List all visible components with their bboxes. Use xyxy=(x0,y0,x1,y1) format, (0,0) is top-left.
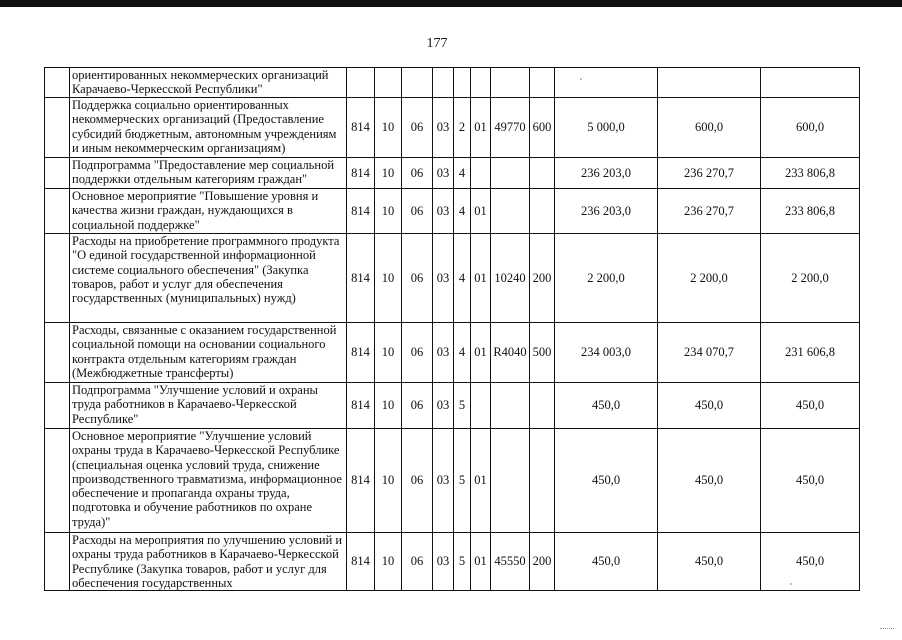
name-cell: Основное мероприятие "Улучшение условий охраны труда в Карачаево-Черкесской Республике (специальная оценка условий труда, снижение производственного травматизма, информационное обеспечение и пропаганда охраны труда, подготовка и обучение работников по охране труда)" xyxy=(70,429,347,533)
amount-year1-cell: 2 200,0 xyxy=(555,234,658,323)
table-row xyxy=(45,158,860,189)
program-code-cell: 03 xyxy=(433,323,454,383)
amount-year2-cell: 600,0 xyxy=(658,98,761,158)
ministry-code-cell: 814 xyxy=(347,533,375,591)
ministry-code-cell: 814 xyxy=(347,234,375,323)
subsection-code-cell: 06 xyxy=(402,533,433,591)
direction-code-cell: R4040 xyxy=(491,323,530,383)
program-code-cell: 03 xyxy=(433,429,454,533)
name-cell: Расходы на приобретение программного продукта "О единой государственной информационной системе социального обеспечения" (Закупка товаров, работ и услуг для обеспечения государственных (муниципальных) нужд) xyxy=(70,234,347,323)
event-code-cell: 01 xyxy=(471,429,491,533)
event-code-cell xyxy=(471,68,491,98)
subprogram-code-cell: 5 xyxy=(454,383,471,429)
section-code-cell: 10 xyxy=(375,158,402,189)
amount-year3-cell xyxy=(761,68,860,98)
subsection-code-cell: 06 xyxy=(402,189,433,234)
subprogram-code-cell: 4 xyxy=(454,323,471,383)
amount-year2-cell: 450,0 xyxy=(658,383,761,429)
amount-year3-cell: 231 606,8 xyxy=(761,323,860,383)
ministry-code-cell: 814 xyxy=(347,189,375,234)
amount-year2-cell: 236 270,7 xyxy=(658,189,761,234)
subsection-code-cell: 06 xyxy=(402,158,433,189)
row-index-cell xyxy=(45,533,70,591)
program-code-cell: 03 xyxy=(433,189,454,234)
amount-year2-cell: 450,0 xyxy=(658,533,761,591)
subsection-code-cell: 06 xyxy=(402,429,433,533)
table-row xyxy=(45,429,860,533)
name-cell: Подпрограмма "Улучшение условий и охраны труда работников в Карачаево-Черкесской Республике" xyxy=(70,383,347,429)
row-index-cell xyxy=(45,323,70,383)
amount-year3-cell: 450,0 xyxy=(761,533,860,591)
program-code-cell: 03 xyxy=(433,158,454,189)
amount-year1-cell xyxy=(555,68,658,98)
amount-year2-cell: 234 070,7 xyxy=(658,323,761,383)
program-code-cell: 03 xyxy=(433,98,454,158)
page-number: 177 xyxy=(426,36,448,51)
table-row xyxy=(45,189,860,234)
amount-year3-cell: 2 200,0 xyxy=(761,234,860,323)
ministry-code-cell: 814 xyxy=(347,383,375,429)
event-code-cell: 01 xyxy=(471,533,491,591)
subsection-code-cell: 06 xyxy=(402,383,433,429)
amount-year3-cell: 233 806,8 xyxy=(761,158,860,189)
expense-type-cell: 200 xyxy=(530,234,555,323)
name-cell: Поддержка социально ориентированных некоммерческих организаций (Предоставление субсидий бюджетным, автономным учреждениям и иным некоммерческим организациям) xyxy=(70,98,347,158)
subsection-code-cell: 06 xyxy=(402,234,433,323)
program-code-cell xyxy=(433,68,454,98)
subprogram-code-cell: 5 xyxy=(454,429,471,533)
direction-code-cell: 10240 xyxy=(491,234,530,323)
section-code-cell: 10 xyxy=(375,323,402,383)
section-code-cell: 10 xyxy=(375,98,402,158)
amount-year3-cell: 450,0 xyxy=(761,429,860,533)
direction-code-cell xyxy=(491,158,530,189)
expense-type-cell xyxy=(530,68,555,98)
expense-type-cell: 600 xyxy=(530,98,555,158)
table-row xyxy=(45,68,860,98)
amount-year1-cell: 5 000,0 xyxy=(555,98,658,158)
section-code-cell: 10 xyxy=(375,383,402,429)
subprogram-code-cell: 5 xyxy=(454,533,471,591)
direction-code-cell xyxy=(491,68,530,98)
amount-year3-cell: 600,0 xyxy=(761,98,860,158)
amount-year3-cell: 450,0 xyxy=(761,383,860,429)
amount-year2-cell xyxy=(658,68,761,98)
amount-year1-cell: 450,0 xyxy=(555,429,658,533)
amount-year1-cell: 450,0 xyxy=(555,383,658,429)
table-row xyxy=(45,98,860,158)
scan-speck xyxy=(790,583,792,585)
subprogram-code-cell xyxy=(454,68,471,98)
subsection-code-cell: 06 xyxy=(402,323,433,383)
table-row xyxy=(45,323,860,383)
row-index-cell xyxy=(45,234,70,323)
subprogram-code-cell: 4 xyxy=(454,189,471,234)
program-code-cell: 03 xyxy=(433,383,454,429)
program-code-cell: 03 xyxy=(433,533,454,591)
row-index-cell xyxy=(45,189,70,234)
direction-code-cell xyxy=(491,383,530,429)
amount-year1-cell: 234 003,0 xyxy=(555,323,658,383)
section-code-cell: 10 xyxy=(375,189,402,234)
event-code-cell xyxy=(471,383,491,429)
table-row xyxy=(45,533,860,591)
expense-type-cell xyxy=(530,158,555,189)
ministry-code-cell: 814 xyxy=(347,429,375,533)
subprogram-code-cell: 2 xyxy=(454,98,471,158)
expense-type-cell xyxy=(530,189,555,234)
direction-code-cell xyxy=(491,429,530,533)
section-code-cell: 10 xyxy=(375,533,402,591)
amount-year1-cell: 236 203,0 xyxy=(555,158,658,189)
event-code-cell: 01 xyxy=(471,189,491,234)
table-row xyxy=(45,234,860,323)
subsection-code-cell xyxy=(402,68,433,98)
amount-year2-cell: 236 270,7 xyxy=(658,158,761,189)
expense-type-cell: 200 xyxy=(530,533,555,591)
amount-year1-cell: 450,0 xyxy=(555,533,658,591)
scan-speck xyxy=(580,78,582,80)
direction-code-cell xyxy=(491,189,530,234)
amount-year2-cell: 2 200,0 xyxy=(658,234,761,323)
name-cell: Основное мероприятие "Повышение уровня и качества жизни граждан, нуждающихся в социальной поддержке" xyxy=(70,189,347,234)
expense-type-cell xyxy=(530,383,555,429)
row-index-cell xyxy=(45,68,70,98)
name-cell: Расходы, связанные с оказанием государственной социальной помощи на основании социального контракта отдельным категориям граждан (Межбюджетные трансферты) xyxy=(70,323,347,383)
budget-table xyxy=(44,67,860,591)
scan-mark xyxy=(880,628,894,632)
expense-type-cell: 500 xyxy=(530,323,555,383)
section-code-cell: 10 xyxy=(375,429,402,533)
row-index-cell xyxy=(45,98,70,158)
event-code-cell xyxy=(471,158,491,189)
event-code-cell: 01 xyxy=(471,323,491,383)
name-cell: ориентированных некоммерческих организаций Карачаево-Черкесской Республики" xyxy=(70,68,347,98)
ministry-code-cell: 814 xyxy=(347,158,375,189)
amount-year3-cell: 233 806,8 xyxy=(761,189,860,234)
table-body xyxy=(45,68,860,591)
name-cell: Подпрограмма "Предоставление мер социальной поддержки отдельным категориям граждан" xyxy=(70,158,347,189)
amount-year2-cell: 450,0 xyxy=(658,429,761,533)
subprogram-code-cell: 4 xyxy=(454,158,471,189)
subsection-code-cell: 06 xyxy=(402,98,433,158)
top-rule xyxy=(0,0,902,7)
row-index-cell xyxy=(45,429,70,533)
direction-code-cell: 49770 xyxy=(491,98,530,158)
program-code-cell: 03 xyxy=(433,234,454,323)
direction-code-cell: 45550 xyxy=(491,533,530,591)
row-index-cell xyxy=(45,158,70,189)
row-index-cell xyxy=(45,383,70,429)
ministry-code-cell: 814 xyxy=(347,98,375,158)
ministry-code-cell xyxy=(347,68,375,98)
ministry-code-cell: 814 xyxy=(347,323,375,383)
expense-type-cell xyxy=(530,429,555,533)
subprogram-code-cell: 4 xyxy=(454,234,471,323)
section-code-cell xyxy=(375,68,402,98)
section-code-cell: 10 xyxy=(375,234,402,323)
event-code-cell: 01 xyxy=(471,234,491,323)
table-row xyxy=(45,383,860,429)
name-cell: Расходы на мероприятия по улучшению условий и охраны труда работников в Карачаево-Черкесской Республике (Закупка товаров, работ и услуг для обеспечения государственных xyxy=(70,533,347,591)
event-code-cell: 01 xyxy=(471,98,491,158)
amount-year1-cell: 236 203,0 xyxy=(555,189,658,234)
